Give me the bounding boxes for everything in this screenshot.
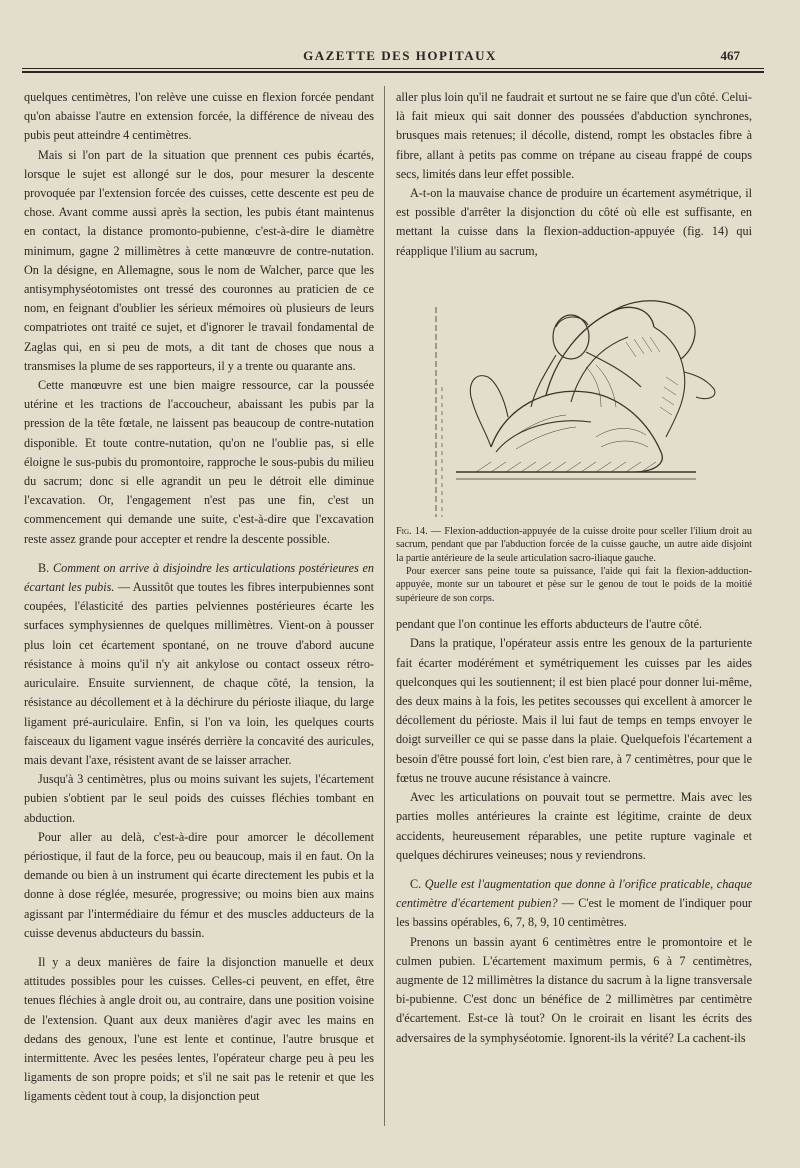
paragraph: quelques centimètres, l'on relève une cuisse en flexion forcée pendant qu'on abaisse l'autre en extension forcée, la différence de niveau des pubis peut atteindre 4 centimètres. — [24, 90, 374, 143]
paragraph: Avec les articulations on pouvait tout se permettre. Mais avec les parties molles antérieures la crainte est légitime, crainte de deux accidents, heureusement réparables, une petite rupture vaginale et quelques déchirures veineuses; nous y reviendrons. — [396, 790, 752, 862]
section-text: — Aussitôt que toutes les fibres interpubiennes sont coupées, l'élasticité des parties pelviennes postérieures écarte les surfaces symphysiennes de quelques millimètres. Vient-on à pousser plus loin cet écartement spontané, on ne trouve d'abord aucune résistance à moins qu'il n'y ait ankylose ou contact osseux rétro-auriculaire. Ensuite surviennent, de chaque côté, la tension, la résistance au décollement et à la déchirure du périoste iliaque, du large ligament pré-auriculaire. Enfin, si l'on va loin, les quelques courts faisceaux du ligament vague insérés derrière la concavité des auricules, mais devant l'axe, résistent avant de se laisser arracher. — [24, 580, 374, 767]
section-b — [24, 559, 374, 770]
caption-text: — Flexion-adduction-appuyée de la cuisse droite pour sceller l'ilium droit au sacrum, pendant que par l'abduction forcée de la cuisse gauche, un autre aide disjoint la partie antérieure de la seule articulation sacro-iliaque gauche. — [396, 525, 752, 564]
paragraph: Cette manœuvre est une bien maigre ressource, car la poussée utérine et les tractions de l'accoucheur, abaissant les pubis par la pression de la tête fœtale, ne laissent pas beaucoup de contre-nutation disponible. Et toute contre-nutation, qu'on ne l'oublie pas, si elle éloigne le sus-pubis du promontoire, rapproche le sous-pubis du milieu du sacrum; donc si elle agrandit un peu le détroit elle diminue l'excavation. Or, l'engagement n'est pas une fin, c'est un commencement qui demande une suite, c'est-à-dire que l'excavation reste assez grande pour accepter et rendre la descente possible. — [24, 378, 374, 546]
paragraph: Prenons un bassin ayant 6 centimètres entre le promontoire et le culmen pubien. L'écartement maximum permis, 6 à 7 centimètres, augmente de 12 millimètres la distance du sacrum à la ligne transversale bi-pubienne. C'est donc un bénéfice de 2 millimètres par centimètre d'écartement. Est-ce là tout? On le croirait en lisant les écrits des adversaires de la symphyséotomie. Ignorent-ils la vérité? La cachent-ils — [396, 934, 752, 1045]
paragraph: Jusqu'à 3 centimètres, plus ou moins suivant les sujets, l'écartement pubien s'obtient par le seul poids des cuisses fléchies tombant en abduction. — [24, 772, 374, 825]
section-title: Comment on arrive à disjoindre les articulations postérieures en écartant les pubis. — [24, 560, 374, 595]
right-column — [396, 88, 752, 1048]
paragraph: pendant que l'on continue les efforts abducteurs de l'autre côté. — [396, 617, 703, 632]
caption-label: Fig. 14. — [396, 525, 428, 537]
paragraph: Mais si l'on part de la situation que prennent ces pubis écartés, lorsque le sujet est allongé sur le dos, pour mesurer la descente provoquée par l'extension forcée des cuisses, cette descente est peu de chose. Avant comme aussi après la section, les pubis étant maintenus en contact, la distance promonto-pubienne, c'est-à-dire le diamètre minimum, gagne 2 millimètres à cette manœuvre de contre-nutation. On la désigne, en Allemagne, sous le nom de Walcher, parce que les antisymphyséotomistes ont tressé des couronnes au praticien de ce nom, en feignant d'oublier les sérieux mémoires où plusieurs de leurs compatriotes ont traité ce sujet, et d'ignorer le travail fondamental de Zaglas qui, en si peu de mots, a dit tant de choses que nous a transmises la plume de ses rapporteurs, il y a trente ou quarante ans. — [24, 147, 374, 373]
paragraph: Dans la pratique, l'opérateur assis entre les genoux de la parturiente fait écarter modérément et symétriquement les cuisses par les aides quelconques qui les soutiennent; il est bien placé pour donner lui-même, des deux mains à la fois, les petites secousses qui excellent à amorcer le décollement du périoste. Mais il lui faut de temps en temps envoyer le doigt surveiller ce qui se passe dans la plaie. Quelquefois l'écartement a besoin d'être poussé fort loin, c'est bien rare, à 7 centimètres, pour que le fœtus ne trouve aucune résistance à vaincre. — [396, 636, 752, 785]
caption-note: Pour exercer sans peine toute sa puissance, l'aide qui fait la flexion-adduction-appuyée, monte sur un tabouret et pèse sur le genou de tout le poids de la moitié supérieure de son corps. — [396, 566, 752, 604]
section-text: — C'est le moment de l'indiquer pour les bassins opérables, 6, 7, 8, 9, 10 centimètres. — [396, 896, 752, 930]
engraving-illustration — [396, 267, 752, 517]
paragraph: aller plus loin qu'il ne faudrait et surtout ne se faire que d'un côté. Celui-là fait mieux qui sait donner des poussées d'abduction synchrones, brusques mais retenues; il décolle, distend, rompt les obstacles fibre à fibre, allant à petits pas comme on trépane au ciseau frappé de coups secs, limités dans leur effet possible. — [396, 90, 752, 181]
section-title: Quelle est l'augmentation que donne à l'orifice praticable, chaque centimètre d'écartement pubien? — [396, 876, 752, 911]
paragraph: Pour aller au delà, c'est-à-dire pour amorcer le décollement périostique, il faut de la force, peu ou beaucoup, mais il en faut. On la demande ou bien à un instrument qui écarte directement les pubis et la donne à dose réglée, mesurée, progressive; ou moins bien aux mains agissant par l'intermédiaire du fémur et des muscles adducteurs de la cuisse devenus abducteurs du bassin. — [24, 829, 374, 940]
column-divider — [384, 86, 385, 1126]
paragraph: A-t-on la mauvaise chance de produire un écartement asymétrique, il est possible d'arrêter la disjonction du côté où elle est suffisante, en mettant la cuisse dans la flexion-adduction-appuyée (fig. 14) qui réapplique l'ilium au sacrum, — [396, 186, 752, 258]
header-rule — [22, 68, 764, 69]
left-column — [24, 88, 374, 1107]
header-rule-thick — [22, 71, 764, 73]
journal-title: GAZETTE DES HOPITAUX — [303, 48, 497, 63]
section-label: B. — [38, 560, 50, 575]
paragraph: Il y a deux manières de faire la disjonction manuelle et deux attitudes possibles pour les cuisses. Celles-ci peuvent, en effet, être tenues fléchies à angle droit ou, au contraire, dans une position voisine de l'extension. Quant aux deux manières d'agir avec les mains en dedans des genoux, l'une est lente et continue, l'autre brusque et intermittente. Avec les pesées lentes, l'opérateur charge peu à peu les ligaments de son propre poids; et s'il ne sait pas le retenir et que les ligaments cèdent tout à coup, la disjonction peut — [24, 954, 374, 1104]
figure-14-illustration — [396, 267, 752, 517]
section-label: C. — [410, 876, 422, 891]
section-c — [396, 875, 752, 933]
figure-caption — [396, 525, 752, 605]
page-number: 467 — [720, 48, 740, 63]
